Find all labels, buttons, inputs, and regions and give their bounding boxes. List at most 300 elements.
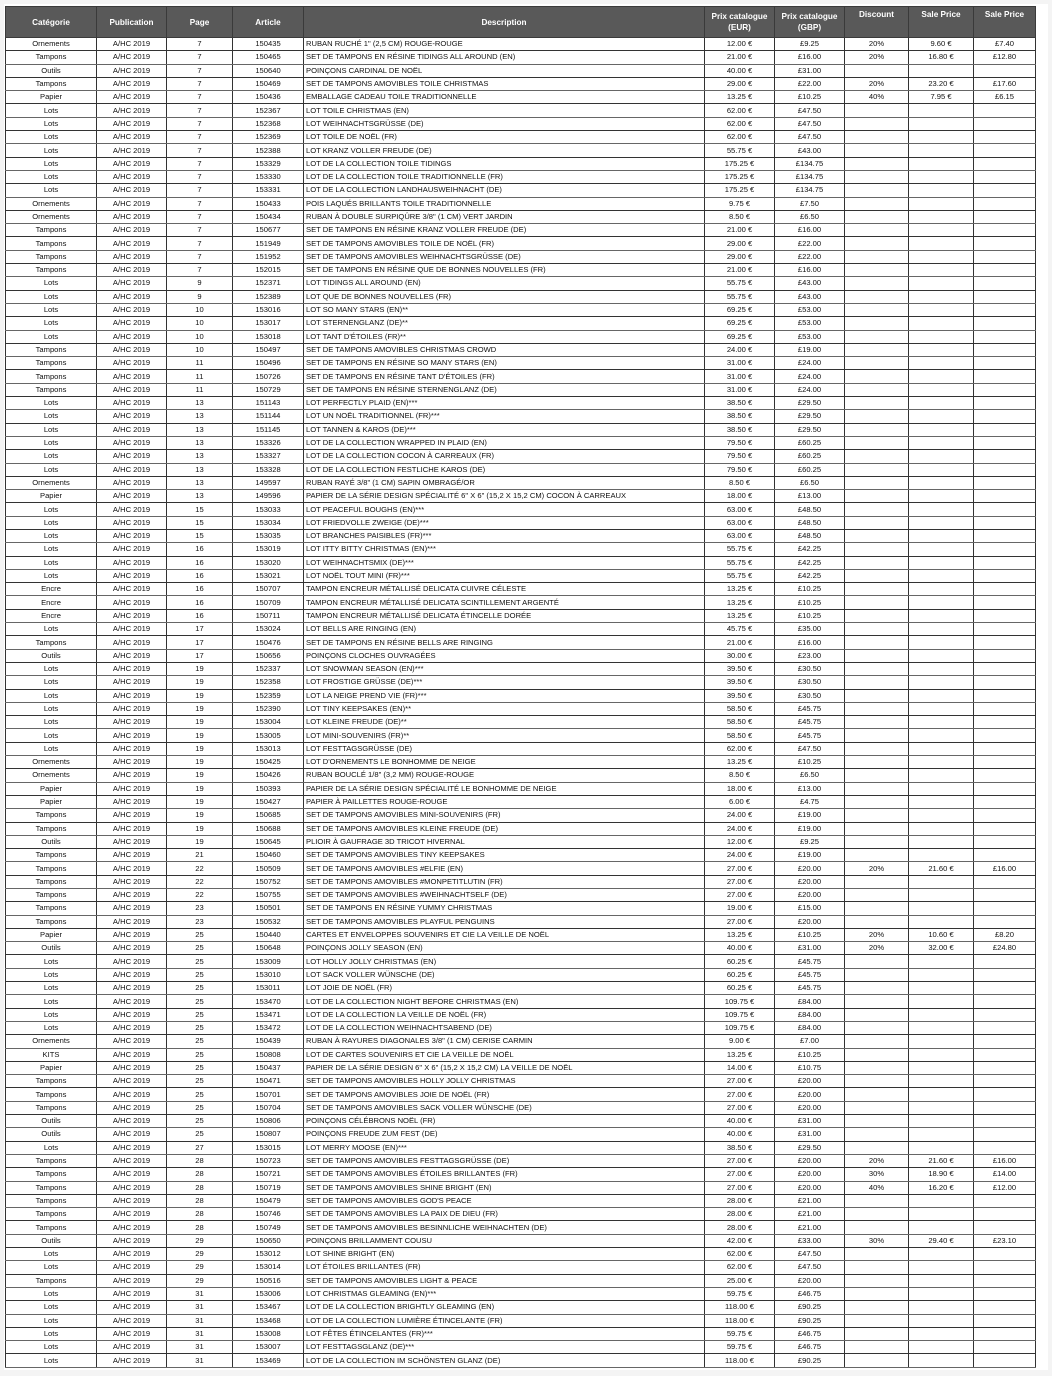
cell-sale-price-gbp[interactable] — [974, 290, 1036, 303]
cell-article[interactable]: 150719 — [233, 1181, 304, 1194]
cell-article[interactable]: 153008 — [233, 1327, 304, 1340]
cell-sale-price-eur[interactable] — [909, 636, 974, 649]
cell-sale-price-gbp[interactable] — [974, 397, 1036, 410]
cell-description[interactable]: PAPIER DE LA SÉRIE DESIGN SPÉCIALITÉ 6" X 6" (15,2 X 15,2 CM) COCON À CARREAUX — [304, 490, 705, 503]
cell-article[interactable]: 153468 — [233, 1314, 304, 1327]
cell-discount[interactable] — [845, 1021, 909, 1034]
cell-sale-price-gbp[interactable] — [974, 104, 1036, 117]
cell-sale-price-gbp[interactable] — [974, 1314, 1036, 1327]
cell-page[interactable]: 31 — [167, 1301, 233, 1314]
cell-prix-eur[interactable]: 175.25 € — [705, 184, 775, 197]
cell-categorie[interactable]: Lots — [6, 716, 97, 729]
cell-description[interactable]: LOT NOËL TOUT MINI (FR)*** — [304, 569, 705, 582]
cell-discount[interactable] — [845, 170, 909, 183]
table-row[interactable] — [6, 968, 1036, 981]
cell-page[interactable]: 29 — [167, 1248, 233, 1261]
cell-description[interactable]: LOT DE LA COLLECTION BRIGHTLY GLEAMING (EN) — [304, 1301, 705, 1314]
cell-publication[interactable]: A/HC 2019 — [97, 397, 167, 410]
cell-categorie[interactable]: Tampons — [6, 636, 97, 649]
cell-page[interactable]: 7 — [167, 144, 233, 157]
cell-prix-gbp[interactable]: £31.00 — [775, 942, 845, 955]
cell-discount[interactable] — [845, 915, 909, 928]
cell-prix-gbp[interactable]: £134.75 — [775, 184, 845, 197]
cell-categorie[interactable]: Tampons — [6, 1208, 97, 1221]
cell-sale-price-gbp[interactable] — [974, 197, 1036, 210]
cell-description[interactable]: SET DE TAMPONS AMOVIBLES TOILE DE NOËL (FR) — [304, 237, 705, 250]
cell-page[interactable]: 10 — [167, 303, 233, 316]
cell-prix-eur[interactable]: 13.25 € — [705, 1048, 775, 1061]
cell-article[interactable]: 150749 — [233, 1221, 304, 1234]
cell-categorie[interactable]: Lots — [6, 144, 97, 157]
cell-prix-eur[interactable]: 29.00 € — [705, 237, 775, 250]
cell-prix-eur[interactable]: 19.00 € — [705, 902, 775, 915]
cell-article[interactable]: 152358 — [233, 676, 304, 689]
cell-prix-eur[interactable]: 79.50 € — [705, 436, 775, 449]
cell-description[interactable]: LOT DE LA COLLECTION WRAPPED IN PLAID (EN) — [304, 436, 705, 449]
cell-page[interactable]: 25 — [167, 942, 233, 955]
table-row[interactable] — [6, 702, 1036, 715]
table-row[interactable] — [6, 131, 1036, 144]
cell-description[interactable]: LOT SNOWMAN SEASON (EN)*** — [304, 662, 705, 675]
cell-sale-price-gbp[interactable] — [974, 968, 1036, 981]
cell-discount[interactable] — [845, 237, 909, 250]
cell-page[interactable]: 23 — [167, 902, 233, 915]
cell-discount[interactable]: 40% — [845, 91, 909, 104]
cell-discount[interactable] — [845, 716, 909, 729]
cell-sale-price-eur[interactable] — [909, 157, 974, 170]
cell-categorie[interactable]: Lots — [6, 1287, 97, 1300]
cell-sale-price-gbp[interactable] — [974, 569, 1036, 582]
cell-prix-eur[interactable]: 109.75 € — [705, 995, 775, 1008]
cell-page[interactable]: 13 — [167, 423, 233, 436]
cell-prix-gbp[interactable]: £21.00 — [775, 1194, 845, 1207]
cell-sale-price-gbp[interactable] — [974, 982, 1036, 995]
cell-discount[interactable] — [845, 503, 909, 516]
cell-prix-eur[interactable]: 62.00 € — [705, 131, 775, 144]
cell-categorie[interactable]: Outils — [6, 1115, 97, 1128]
cell-page[interactable]: 9 — [167, 290, 233, 303]
cell-sale-price-gbp[interactable] — [974, 583, 1036, 596]
cell-prix-gbp[interactable]: £4.75 — [775, 795, 845, 808]
cell-publication[interactable]: A/HC 2019 — [97, 822, 167, 835]
cell-sale-price-eur[interactable] — [909, 1128, 974, 1141]
cell-page[interactable]: 10 — [167, 317, 233, 330]
table-row[interactable] — [6, 264, 1036, 277]
cell-description[interactable]: SET DE TAMPONS AMOVIBLES SHINE BRIGHT (EN) — [304, 1181, 705, 1194]
cell-discount[interactable] — [845, 1274, 909, 1287]
cell-categorie[interactable]: Lots — [6, 303, 97, 316]
cell-publication[interactable]: A/HC 2019 — [97, 503, 167, 516]
cell-sale-price-eur[interactable] — [909, 1075, 974, 1088]
cell-categorie[interactable]: Lots — [6, 184, 97, 197]
cell-page[interactable]: 19 — [167, 702, 233, 715]
cell-prix-eur[interactable]: 63.00 € — [705, 529, 775, 542]
cell-article[interactable]: 153326 — [233, 436, 304, 449]
table-row[interactable] — [6, 583, 1036, 596]
table-row[interactable] — [6, 662, 1036, 675]
cell-categorie[interactable]: Lots — [6, 729, 97, 742]
cell-description[interactable]: SET DE TAMPONS AMOVIBLES TOILE CHRISTMAS — [304, 77, 705, 90]
cell-discount[interactable] — [845, 1314, 909, 1327]
cell-sale-price-eur[interactable] — [909, 250, 974, 263]
cell-article[interactable]: 150711 — [233, 609, 304, 622]
cell-sale-price-gbp[interactable] — [974, 450, 1036, 463]
cell-categorie[interactable]: Tampons — [6, 1088, 97, 1101]
cell-prix-gbp[interactable]: £16.00 — [775, 636, 845, 649]
cell-prix-eur[interactable]: 27.00 € — [705, 1101, 775, 1114]
cell-sale-price-eur[interactable]: 21.60 € — [909, 862, 974, 875]
cell-discount[interactable] — [845, 1061, 909, 1074]
cell-discount[interactable]: 20% — [845, 77, 909, 90]
cell-discount[interactable]: 20% — [845, 862, 909, 875]
cell-publication[interactable]: A/HC 2019 — [97, 1075, 167, 1088]
cell-sale-price-eur[interactable] — [909, 1287, 974, 1300]
cell-publication[interactable]: A/HC 2019 — [97, 144, 167, 157]
cell-sale-price-eur[interactable] — [909, 1314, 974, 1327]
table-row[interactable] — [6, 928, 1036, 941]
cell-sale-price-gbp[interactable] — [974, 303, 1036, 316]
cell-publication[interactable]: A/HC 2019 — [97, 543, 167, 556]
table-row[interactable] — [6, 224, 1036, 237]
cell-article[interactable]: 150426 — [233, 769, 304, 782]
cell-sale-price-gbp[interactable] — [974, 716, 1036, 729]
cell-sale-price-eur[interactable] — [909, 290, 974, 303]
cell-sale-price-eur[interactable] — [909, 529, 974, 542]
cell-page[interactable]: 28 — [167, 1168, 233, 1181]
cell-article[interactable]: 150677 — [233, 224, 304, 237]
cell-prix-gbp[interactable]: £60.25 — [775, 463, 845, 476]
cell-discount[interactable] — [845, 609, 909, 622]
table-row[interactable] — [6, 822, 1036, 835]
cell-discount[interactable] — [845, 436, 909, 449]
cell-article[interactable]: 152390 — [233, 702, 304, 715]
cell-description[interactable]: LOT FESTTAGSGRÜSSE (DE) — [304, 742, 705, 755]
cell-prix-eur[interactable]: 62.00 € — [705, 1261, 775, 1274]
cell-discount[interactable]: 20% — [845, 51, 909, 64]
cell-page[interactable]: 28 — [167, 1208, 233, 1221]
cell-discount[interactable] — [845, 210, 909, 223]
cell-discount[interactable] — [845, 795, 909, 808]
cell-prix-gbp[interactable]: £20.00 — [775, 1274, 845, 1287]
cell-sale-price-gbp[interactable]: £6.15 — [974, 91, 1036, 104]
cell-description[interactable]: LOT FRIEDVOLLE ZWEIGE (DE)*** — [304, 516, 705, 529]
cell-sale-price-eur[interactable] — [909, 1021, 974, 1034]
cell-publication[interactable]: A/HC 2019 — [97, 649, 167, 662]
cell-description[interactable]: PLIOIR À GAUFRAGE 3D TRICOT HIVERNAL — [304, 835, 705, 848]
cell-prix-gbp[interactable]: £20.00 — [775, 1075, 845, 1088]
cell-description[interactable]: SET DE TAMPONS EN RÉSINE BELLS ARE RINGING — [304, 636, 705, 649]
table-row[interactable] — [6, 556, 1036, 569]
cell-article[interactable]: 150476 — [233, 636, 304, 649]
cell-categorie[interactable]: Lots — [6, 1141, 97, 1154]
table-row[interactable] — [6, 1048, 1036, 1061]
cell-article[interactable]: 153019 — [233, 543, 304, 556]
cell-publication[interactable]: A/HC 2019 — [97, 902, 167, 915]
cell-categorie[interactable]: Papier — [6, 795, 97, 808]
cell-prix-gbp[interactable]: £22.00 — [775, 237, 845, 250]
cell-sale-price-gbp[interactable] — [974, 264, 1036, 277]
cell-description[interactable]: SET DE TAMPONS AMOVIBLES CHRISTMAS CROWD — [304, 343, 705, 356]
cell-prix-gbp[interactable]: £19.00 — [775, 343, 845, 356]
cell-sale-price-gbp[interactable] — [974, 210, 1036, 223]
cell-description[interactable]: LOT DE LA COLLECTION TOILE TIDINGS — [304, 157, 705, 170]
table-row[interactable] — [6, 91, 1036, 104]
cell-article[interactable]: 150532 — [233, 915, 304, 928]
cell-categorie[interactable]: Lots — [6, 104, 97, 117]
cell-categorie[interactable]: Lots — [6, 503, 97, 516]
cell-sale-price-eur[interactable] — [909, 569, 974, 582]
cell-sale-price-eur[interactable]: 10.60 € — [909, 928, 974, 941]
cell-discount[interactable] — [845, 636, 909, 649]
cell-discount[interactable] — [845, 1261, 909, 1274]
cell-sale-price-gbp[interactable] — [974, 476, 1036, 489]
cell-discount[interactable] — [845, 197, 909, 210]
cell-description[interactable]: LOT DE LA COLLECTION IM SCHÖNSTEN GLANZ (DE) — [304, 1354, 705, 1367]
cell-prix-gbp[interactable]: £53.00 — [775, 330, 845, 343]
cell-prix-eur[interactable]: 12.00 € — [705, 38, 775, 51]
cell-prix-gbp[interactable]: £13.00 — [775, 490, 845, 503]
cell-article[interactable]: 153327 — [233, 450, 304, 463]
cell-description[interactable]: SET DE TAMPONS EN RÉSINE SO MANY STARS (EN) — [304, 357, 705, 370]
cell-prix-eur[interactable]: 31.00 € — [705, 357, 775, 370]
table-row[interactable] — [6, 1181, 1036, 1194]
cell-categorie[interactable]: Lots — [6, 450, 97, 463]
cell-prix-gbp[interactable]: £6.50 — [775, 476, 845, 489]
cell-categorie[interactable]: Lots — [6, 1301, 97, 1314]
cell-sale-price-eur[interactable] — [909, 1061, 974, 1074]
cell-sale-price-eur[interactable] — [909, 609, 974, 622]
cell-page[interactable]: 10 — [167, 343, 233, 356]
cell-page[interactable]: 7 — [167, 170, 233, 183]
cell-article[interactable]: 150808 — [233, 1048, 304, 1061]
cell-prix-gbp[interactable]: £45.75 — [775, 968, 845, 981]
table-row[interactable] — [6, 782, 1036, 795]
cell-page[interactable]: 7 — [167, 104, 233, 117]
table-row[interactable] — [6, 636, 1036, 649]
cell-article[interactable]: 153011 — [233, 982, 304, 995]
cell-sale-price-gbp[interactable]: £14.00 — [974, 1168, 1036, 1181]
cell-page[interactable]: 16 — [167, 556, 233, 569]
cell-categorie[interactable]: Tampons — [6, 51, 97, 64]
cell-categorie[interactable]: Lots — [6, 436, 97, 449]
cell-prix-gbp[interactable]: £47.50 — [775, 104, 845, 117]
col-header-article[interactable]: Article — [233, 7, 304, 38]
cell-publication[interactable]: A/HC 2019 — [97, 264, 167, 277]
cell-sale-price-eur[interactable] — [909, 729, 974, 742]
cell-sale-price-gbp[interactable]: £12.80 — [974, 51, 1036, 64]
cell-prix-gbp[interactable]: £24.00 — [775, 357, 845, 370]
cell-prix-eur[interactable]: 79.50 € — [705, 450, 775, 463]
cell-sale-price-eur[interactable] — [909, 184, 974, 197]
cell-page[interactable]: 16 — [167, 609, 233, 622]
table-row[interactable] — [6, 423, 1036, 436]
cell-page[interactable]: 16 — [167, 596, 233, 609]
col-header-discount[interactable]: Discount — [845, 7, 909, 38]
cell-page[interactable]: 17 — [167, 623, 233, 636]
cell-page[interactable]: 16 — [167, 583, 233, 596]
cell-description[interactable]: RUBAN BOUCLÉ 1/8" (3,2 MM) ROUGE-ROUGE — [304, 769, 705, 782]
cell-publication[interactable]: A/HC 2019 — [97, 689, 167, 702]
cell-discount[interactable]: 20% — [845, 38, 909, 51]
cell-description[interactable]: POINÇONS CÉLÉBRONS NOËL (FR) — [304, 1115, 705, 1128]
cell-discount[interactable] — [845, 423, 909, 436]
cell-categorie[interactable]: Tampons — [6, 862, 97, 875]
cell-publication[interactable]: A/HC 2019 — [97, 942, 167, 955]
cell-prix-gbp[interactable]: £20.00 — [775, 1088, 845, 1101]
cell-publication[interactable]: A/HC 2019 — [97, 170, 167, 183]
cell-description[interactable]: SET DE TAMPONS AMOVIBLES JOIE DE NOËL (FR) — [304, 1088, 705, 1101]
cell-article[interactable]: 150645 — [233, 835, 304, 848]
cell-prix-eur[interactable]: 13.25 € — [705, 756, 775, 769]
table-row[interactable] — [6, 1008, 1036, 1021]
cell-description[interactable]: SET DE TAMPONS AMOVIBLES BESINNLICHE WEIHNACHTEN (DE) — [304, 1221, 705, 1234]
cell-sale-price-gbp[interactable] — [974, 117, 1036, 130]
cell-discount[interactable] — [845, 370, 909, 383]
cell-publication[interactable]: A/HC 2019 — [97, 450, 167, 463]
cell-prix-eur[interactable]: 62.00 € — [705, 1248, 775, 1261]
cell-prix-gbp[interactable]: £47.50 — [775, 131, 845, 144]
cell-prix-gbp[interactable]: £43.00 — [775, 144, 845, 157]
cell-article[interactable]: 150496 — [233, 357, 304, 370]
table-row[interactable] — [6, 277, 1036, 290]
cell-prix-eur[interactable]: 38.50 € — [705, 397, 775, 410]
cell-sale-price-eur[interactable] — [909, 1101, 974, 1114]
cell-description[interactable]: LOT UN NOËL TRADITIONNEL (FR)*** — [304, 410, 705, 423]
cell-sale-price-eur[interactable] — [909, 436, 974, 449]
cell-categorie[interactable]: Lots — [6, 955, 97, 968]
cell-categorie[interactable]: Lots — [6, 1314, 97, 1327]
cell-sale-price-eur[interactable] — [909, 649, 974, 662]
cell-prix-eur[interactable]: 40.00 € — [705, 64, 775, 77]
cell-sale-price-gbp[interactable] — [974, 436, 1036, 449]
cell-categorie[interactable]: Tampons — [6, 237, 97, 250]
cell-prix-gbp[interactable]: £22.00 — [775, 250, 845, 263]
cell-page[interactable]: 23 — [167, 915, 233, 928]
cell-publication[interactable]: A/HC 2019 — [97, 410, 167, 423]
cell-article[interactable]: 150729 — [233, 383, 304, 396]
cell-discount[interactable] — [845, 702, 909, 715]
cell-sale-price-eur[interactable] — [909, 264, 974, 277]
cell-page[interactable]: 7 — [167, 264, 233, 277]
cell-discount[interactable] — [845, 1035, 909, 1048]
cell-discount[interactable] — [845, 835, 909, 848]
cell-publication[interactable]: A/HC 2019 — [97, 516, 167, 529]
cell-sale-price-gbp[interactable] — [974, 809, 1036, 822]
cell-page[interactable]: 19 — [167, 835, 233, 848]
cell-article[interactable]: 152367 — [233, 104, 304, 117]
cell-description[interactable]: RUBAN RAYÉ 3/8" (1 CM) SAPIN OMBRAGÉ/OR — [304, 476, 705, 489]
cell-sale-price-gbp[interactable] — [974, 1341, 1036, 1354]
cell-sale-price-gbp[interactable] — [974, 1021, 1036, 1034]
cell-description[interactable]: LOT BRANCHES PAISIBLES (FR)*** — [304, 529, 705, 542]
cell-article[interactable]: 150704 — [233, 1101, 304, 1114]
cell-publication[interactable]: A/HC 2019 — [97, 1274, 167, 1287]
table-row[interactable] — [6, 875, 1036, 888]
cell-sale-price-gbp[interactable] — [974, 1221, 1036, 1234]
cell-discount[interactable]: 20% — [845, 928, 909, 941]
cell-publication[interactable]: A/HC 2019 — [97, 290, 167, 303]
cell-categorie[interactable]: Ornements — [6, 769, 97, 782]
cell-discount[interactable] — [845, 64, 909, 77]
table-row[interactable] — [6, 596, 1036, 609]
cell-prix-gbp[interactable]: £43.00 — [775, 290, 845, 303]
cell-publication[interactable]: A/HC 2019 — [97, 104, 167, 117]
table-row[interactable] — [6, 809, 1036, 822]
cell-sale-price-gbp[interactable] — [974, 1261, 1036, 1274]
cell-prix-gbp[interactable]: £42.25 — [775, 556, 845, 569]
cell-prix-gbp[interactable]: £30.50 — [775, 689, 845, 702]
cell-sale-price-eur[interactable] — [909, 955, 974, 968]
table-row[interactable] — [6, 1061, 1036, 1074]
cell-prix-gbp[interactable]: £53.00 — [775, 303, 845, 316]
cell-prix-eur[interactable]: 69.25 € — [705, 330, 775, 343]
table-row[interactable] — [6, 290, 1036, 303]
cell-discount[interactable] — [845, 1115, 909, 1128]
cell-description[interactable]: PAPIER DE LA SÉRIE DESIGN 6" X 6" (15,2 X 15,2 CM) LA VEILLE DE NOËL — [304, 1061, 705, 1074]
cell-prix-gbp[interactable]: £45.75 — [775, 955, 845, 968]
cell-prix-gbp[interactable]: £15.00 — [775, 902, 845, 915]
cell-prix-eur[interactable]: 55.75 € — [705, 290, 775, 303]
cell-sale-price-gbp[interactable] — [974, 64, 1036, 77]
table-row[interactable] — [6, 490, 1036, 503]
cell-description[interactable]: LOT TIDINGS ALL AROUND (EN) — [304, 277, 705, 290]
cell-publication[interactable]: A/HC 2019 — [97, 1248, 167, 1261]
table-row[interactable] — [6, 1075, 1036, 1088]
cell-prix-gbp[interactable]: £20.00 — [775, 915, 845, 928]
cell-categorie[interactable]: Lots — [6, 516, 97, 529]
cell-prix-gbp[interactable]: £16.00 — [775, 224, 845, 237]
cell-sale-price-eur[interactable] — [909, 795, 974, 808]
cell-categorie[interactable]: Ornements — [6, 210, 97, 223]
cell-prix-eur[interactable]: 175.25 € — [705, 170, 775, 183]
cell-categorie[interactable]: Tampons — [6, 343, 97, 356]
cell-publication[interactable]: A/HC 2019 — [97, 1341, 167, 1354]
table-row[interactable] — [6, 1128, 1036, 1141]
cell-article[interactable]: 150650 — [233, 1234, 304, 1247]
cell-sale-price-eur[interactable] — [909, 1341, 974, 1354]
cell-article[interactable]: 152388 — [233, 144, 304, 157]
cell-article[interactable]: 150440 — [233, 928, 304, 941]
cell-prix-eur[interactable]: 24.00 € — [705, 822, 775, 835]
cell-sale-price-eur[interactable] — [909, 822, 974, 835]
table-row[interactable] — [6, 516, 1036, 529]
cell-description[interactable]: SET DE TAMPONS AMOVIBLES ÉTOILES BRILLANTES (FR) — [304, 1168, 705, 1181]
cell-categorie[interactable]: Lots — [6, 982, 97, 995]
cell-page[interactable]: 13 — [167, 397, 233, 410]
cell-sale-price-eur[interactable] — [909, 64, 974, 77]
cell-publication[interactable]: A/HC 2019 — [97, 556, 167, 569]
cell-discount[interactable] — [845, 144, 909, 157]
cell-categorie[interactable]: Lots — [6, 1327, 97, 1340]
cell-description[interactable]: POINÇONS FREUDE ZUM FEST (DE) — [304, 1128, 705, 1141]
cell-sale-price-gbp[interactable] — [974, 1048, 1036, 1061]
cell-description[interactable]: CARTES ET ENVELOPPES SOUVENIRS ET CIE LA VEILLE DE NOËL — [304, 928, 705, 941]
cell-sale-price-eur[interactable] — [909, 596, 974, 609]
cell-categorie[interactable]: Lots — [6, 410, 97, 423]
col-header-prix-gbp[interactable]: Prix catalogue (GBP) — [775, 7, 845, 38]
cell-article[interactable]: 150437 — [233, 1061, 304, 1074]
cell-publication[interactable]: A/HC 2019 — [97, 1141, 167, 1154]
cell-discount[interactable] — [845, 357, 909, 370]
cell-prix-eur[interactable]: 63.00 € — [705, 503, 775, 516]
table-row[interactable] — [6, 51, 1036, 64]
cell-publication[interactable]: A/HC 2019 — [97, 1314, 167, 1327]
col-header-sale-price-gbp[interactable]: Sale Price — [974, 7, 1036, 38]
cell-article[interactable]: 150752 — [233, 875, 304, 888]
cell-publication[interactable]: A/HC 2019 — [97, 157, 167, 170]
cell-sale-price-gbp[interactable] — [974, 769, 1036, 782]
cell-article[interactable]: 151952 — [233, 250, 304, 263]
